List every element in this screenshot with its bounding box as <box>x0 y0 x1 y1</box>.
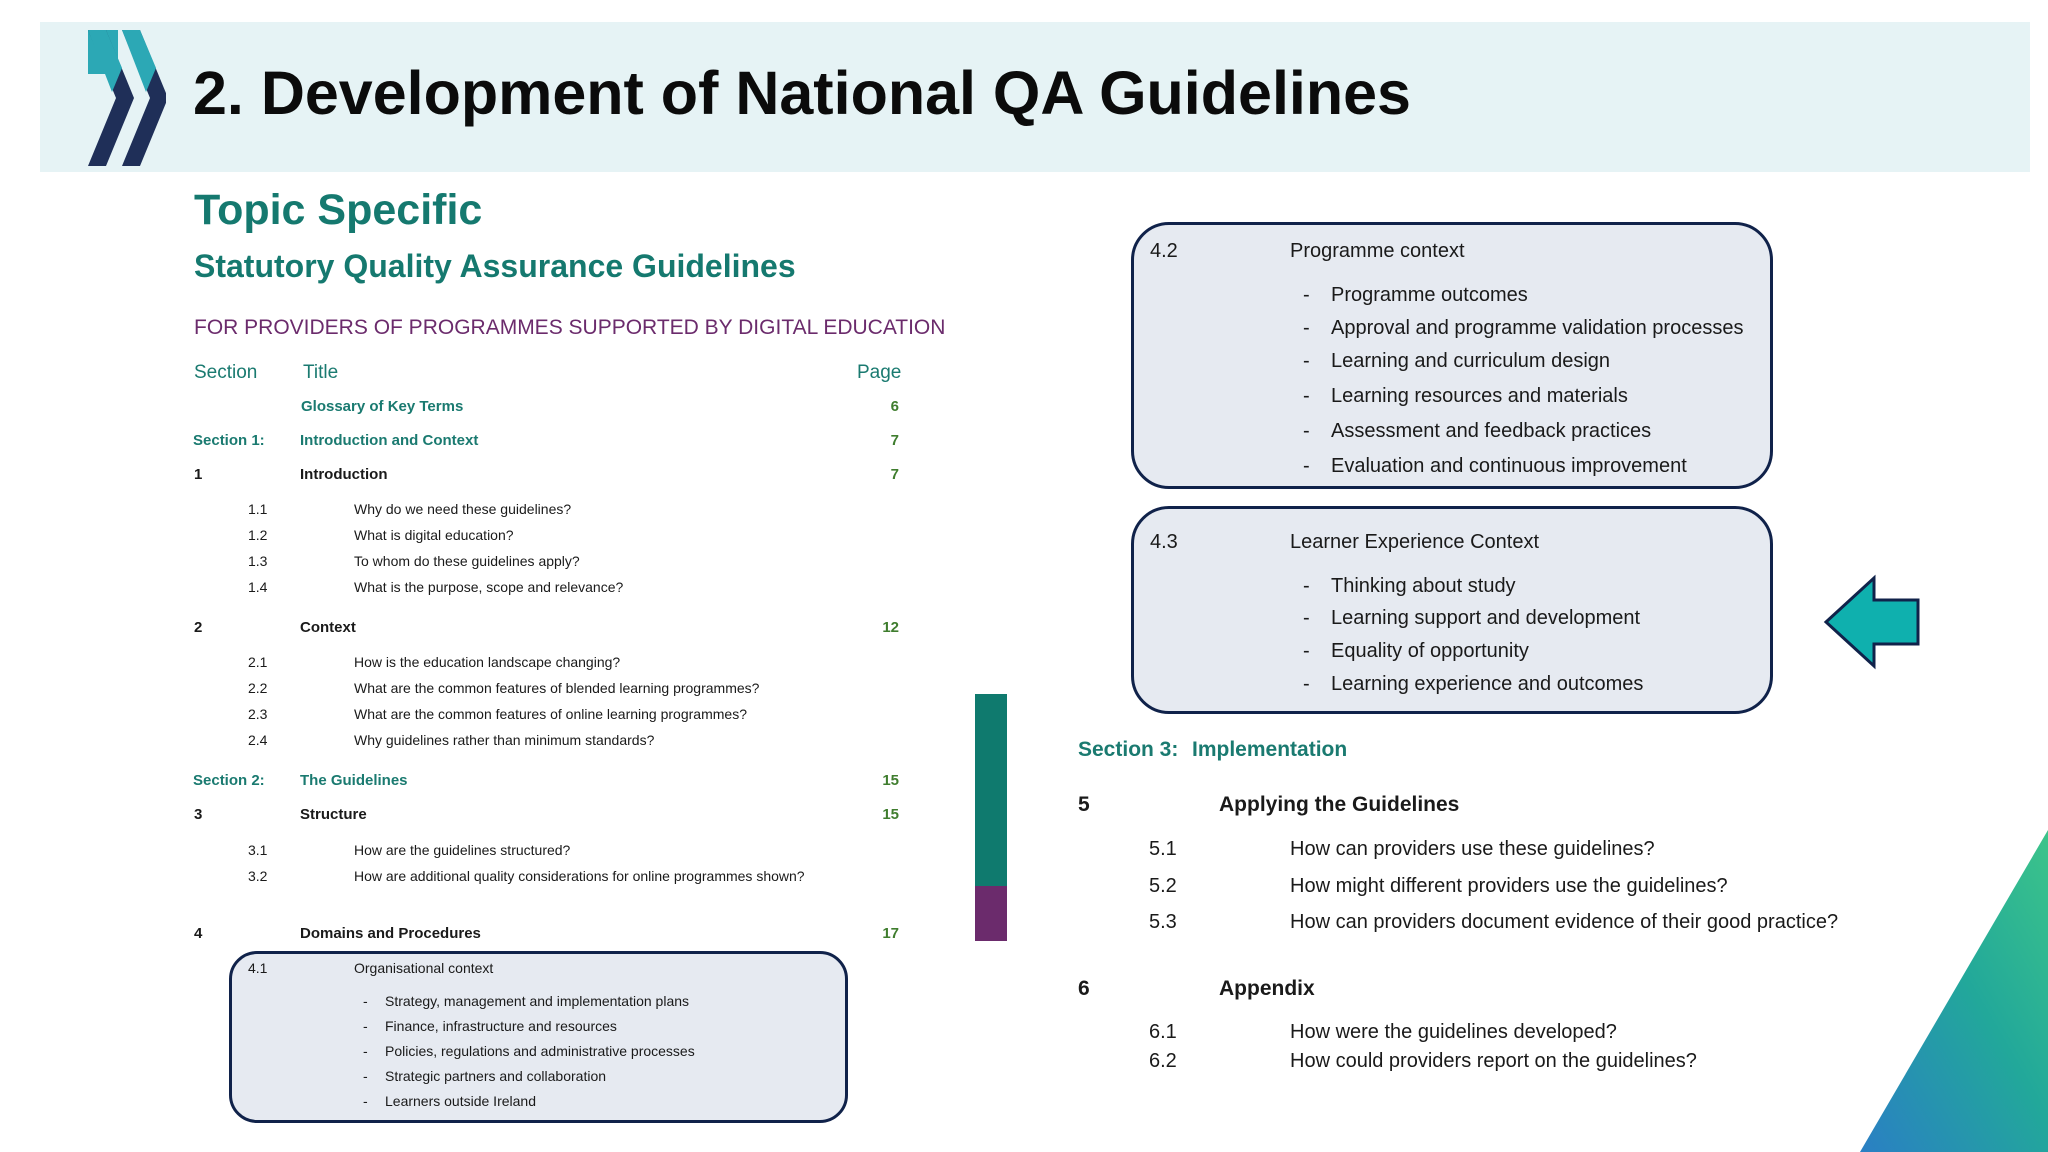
box41-item: Strategy, management and implementation plans <box>385 993 690 1009</box>
divider-bar-teal <box>975 694 1007 886</box>
toc-ch1-page: 7 <box>890 466 899 483</box>
toc-item-num: 2.3 <box>248 706 268 722</box>
bullet-dash: - <box>1303 455 1310 477</box>
box43-item: Thinking about study <box>1331 575 1516 597</box>
box42-item: Learning and curriculum design <box>1331 350 1611 372</box>
toc-section2-page: 15 <box>882 772 899 789</box>
toc-item-title: How could providers report on the guidelines? <box>1290 1050 1697 1072</box>
toc-item-title: How might different providers use the guidelines? <box>1290 875 1728 897</box>
toc-ch4-page: 17 <box>882 925 899 942</box>
toc-item-title: How can providers use these guidelines? <box>1290 838 1655 860</box>
box41-item: Strategic partners and collaboration <box>385 1068 607 1084</box>
toc-ch3-num: 3 <box>194 806 203 823</box>
toc-item-num: 5.3 <box>1149 911 1177 933</box>
bullet-dash: - <box>363 1068 368 1084</box>
box-organisational-context <box>229 951 848 1123</box>
slide-title: 2. Development of National QA Guidelines <box>193 59 1411 127</box>
toc-ch4-title: Domains and Procedures <box>300 925 481 942</box>
toc-section2-label: Section 2: <box>193 772 265 789</box>
toc-item-title: Why do we need these guidelines? <box>354 501 572 517</box>
toc-glossary-page: 6 <box>890 398 899 415</box>
bullet-dash: - <box>363 1018 368 1034</box>
toc-item-num: 6.2 <box>1149 1050 1177 1072</box>
toc-item-title: How can providers document evidence of their good practice? <box>1290 911 1839 933</box>
box43-num: 4.3 <box>1150 531 1178 553</box>
box42-item: Programme outcomes <box>1331 284 1528 306</box>
bullet-dash: - <box>1303 317 1310 339</box>
toc-ch2-page: 12 <box>882 619 899 636</box>
arrow-left-icon <box>1822 574 1922 670</box>
toc-ch3-page: 15 <box>882 806 899 823</box>
box42-item: Learning resources and materials <box>1331 385 1628 407</box>
bullet-dash: - <box>1303 420 1310 442</box>
toc-item-title: How is the education landscape changing? <box>354 654 621 670</box>
toc-item-title: What is digital education? <box>354 527 514 543</box>
box41-item: Learners outside Ireland <box>385 1093 536 1109</box>
toc-item-num: 2.4 <box>248 732 268 748</box>
toc-ch4-num: 4 <box>194 925 203 942</box>
box43-item: Equality of opportunity <box>1331 640 1529 662</box>
toc-item-num: 3.1 <box>248 842 268 858</box>
toc-item-num: 5.2 <box>1149 875 1177 897</box>
chevron-logo-icon <box>86 30 166 166</box>
box41-item: Policies, regulations and administrative processes <box>385 1043 695 1059</box>
toc-ch1-title: Introduction <box>300 466 388 483</box>
toc-item-num: 2.1 <box>248 654 268 670</box>
corner-decoration <box>1860 830 2048 1152</box>
toc-ch2-num: 2 <box>194 619 203 636</box>
box43-item: Learning support and development <box>1331 607 1641 629</box>
toc-item-num: 2.2 <box>248 680 268 696</box>
toc-section3-title: Implementation <box>1192 738 1348 761</box>
doc-topic-heading: Topic Specific <box>194 186 483 234</box>
bullet-dash: - <box>363 1093 368 1109</box>
box41-num: 4.1 <box>248 960 268 976</box>
toc-item-title: What are the common features of blended learning programmes? <box>354 680 760 696</box>
toc-item-title: What is the purpose, scope and relevance? <box>354 579 624 595</box>
bullet-dash: - <box>1303 385 1310 407</box>
box43-title: Learner Experience Context <box>1290 531 1540 553</box>
box41-title: Organisational context <box>354 960 494 976</box>
toc-item-num: 1.2 <box>248 527 268 543</box>
bullet-dash: - <box>1303 640 1310 662</box>
toc-item-title: How were the guidelines developed? <box>1290 1021 1617 1043</box>
toc-ch6-title: Appendix <box>1219 977 1315 1000</box>
box41-item: Finance, infrastructure and resources <box>385 1018 617 1034</box>
toc-item-num: 5.1 <box>1149 838 1177 860</box>
toc-item-num: 1.1 <box>248 501 268 517</box>
toc-item-title: To whom do these guidelines apply? <box>354 553 580 569</box>
toc-item-title: What are the common features of online learning programmes? <box>354 706 747 722</box>
toc-item-num: 6.1 <box>1149 1021 1177 1043</box>
bullet-dash: - <box>1303 350 1310 372</box>
toc-ch3-title: Structure <box>300 806 367 823</box>
bullet-dash: - <box>363 1043 368 1059</box>
divider-bar-purple <box>975 886 1007 941</box>
bullet-dash: - <box>1303 607 1310 629</box>
toc-ch5-num: 5 <box>1078 793 1090 816</box>
box42-num: 4.2 <box>1150 240 1178 262</box>
toc-ch5-title: Applying the Guidelines <box>1219 793 1460 816</box>
toc-glossary-title: Glossary of Key Terms <box>301 398 464 415</box>
box42-item: Approval and programme validation processes <box>1331 317 1744 339</box>
toc-ch1-num: 1 <box>194 466 203 483</box>
bullet-dash: - <box>363 993 368 1009</box>
box43-item: Learning experience and outcomes <box>1331 673 1644 695</box>
col-header-page: Page <box>857 362 902 383</box>
col-header-title: Title <box>303 362 339 383</box>
toc-section3-label: Section 3: <box>1078 738 1179 761</box>
bullet-dash: - <box>1303 673 1310 695</box>
box42-item: Assessment and feedback practices <box>1331 420 1652 442</box>
toc-item-num: 1.4 <box>248 579 268 595</box>
box42-item: Evaluation and continuous improvement <box>1331 455 1687 477</box>
toc-item-title: How are additional quality considerations for online programmes shown? <box>354 868 805 884</box>
toc-item-title: Why guidelines rather than minimum standards? <box>354 732 655 748</box>
toc-item-title: How are the guidelines structured? <box>354 842 571 858</box>
bullet-dash: - <box>1303 284 1310 306</box>
doc-for-providers: FOR PROVIDERS OF PROGRAMMES SUPPORTED BY DIGITAL EDUCATION <box>194 316 946 339</box>
toc-section1-page: 7 <box>890 432 899 449</box>
toc-section2-title: The Guidelines <box>300 772 408 789</box>
doc-subtitle: Statutory Quality Assurance Guidelines <box>194 248 796 284</box>
toc-item-num: 1.3 <box>248 553 268 569</box>
toc-section1-label: Section 1: <box>193 432 265 449</box>
toc-item-num: 3.2 <box>248 868 268 884</box>
toc-ch6-num: 6 <box>1078 977 1090 1000</box>
col-header-section: Section <box>194 362 258 383</box>
toc-section1-title: Introduction and Context <box>300 432 479 449</box>
box42-title: Programme context <box>1290 240 1465 262</box>
toc-ch2-title: Context <box>300 619 356 636</box>
bullet-dash: - <box>1303 575 1310 597</box>
